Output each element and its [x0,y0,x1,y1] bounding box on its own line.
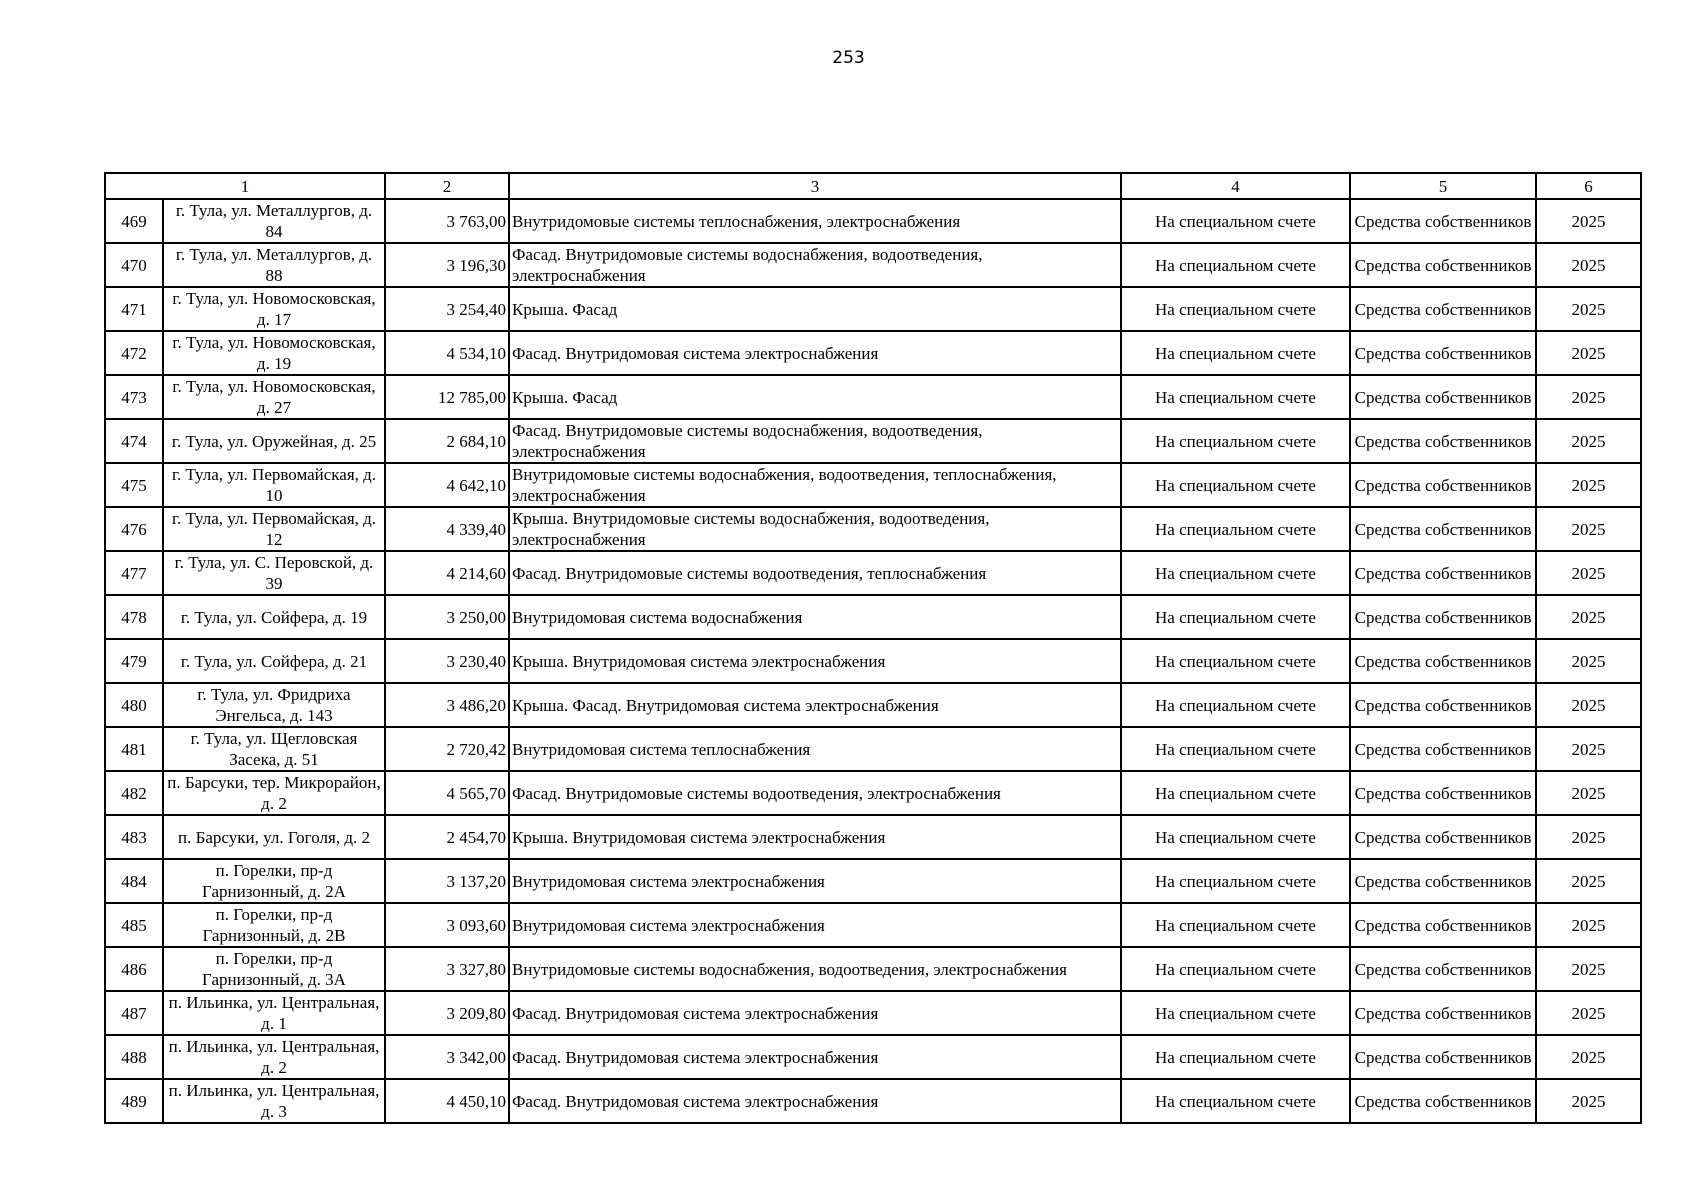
table-row [105,287,1641,331]
address-cell: г. Тула, ул. Первомайская, д. 10 [163,463,385,507]
funding-method-cell: На специальном счете [1121,991,1350,1035]
year-cell: 2025 [1536,243,1641,287]
funding-source-cell: Средства собственников [1350,463,1536,507]
works-cell: Фасад. Внутридомовая система электроснабжения [509,1035,1121,1079]
cost-cell: 3 254,40 [385,287,509,331]
year-cell: 2025 [1536,375,1641,419]
table-row [105,1035,1641,1079]
row-number: 481 [105,727,163,771]
year-cell: 2025 [1536,199,1641,243]
works-cell: Фасад. Внутридомовые системы водоотведения, электроснабжения [509,771,1121,815]
works-cell: Фасад. Внутридомовая система электроснабжения [509,991,1121,1035]
cost-cell: 3 137,20 [385,859,509,903]
funding-source-cell: Средства собственников [1350,1035,1536,1079]
table-header [105,173,1641,199]
funding-source-cell: Средства собственников [1350,947,1536,991]
cost-cell: 3 327,80 [385,947,509,991]
year-cell: 2025 [1536,991,1641,1035]
cost-cell: 2 684,10 [385,419,509,463]
works-cell: Фасад. Внутридомовая система электроснабжения [509,331,1121,375]
cost-cell: 3 230,40 [385,639,509,683]
cost-cell: 4 534,10 [385,331,509,375]
year-cell: 2025 [1536,463,1641,507]
table-row [105,815,1641,859]
header-col-6: 6 [1536,173,1641,199]
row-number: 487 [105,991,163,1035]
cost-cell: 3 763,00 [385,199,509,243]
funding-source-cell: Средства собственников [1350,1079,1536,1123]
header-col-3: 3 [509,173,1121,199]
funding-source-cell: Средства собственников [1350,595,1536,639]
cost-cell: 12 785,00 [385,375,509,419]
works-cell: Крыша. Фасад [509,287,1121,331]
header-row [105,173,1641,199]
address-cell: г. Тула, ул. Первомайская, д. 12 [163,507,385,551]
address-cell: г. Тула, ул. Фридриха Энгельса, д. 143 [163,683,385,727]
row-number: 477 [105,551,163,595]
cost-cell: 2 720,42 [385,727,509,771]
table-row [105,771,1641,815]
page-number: 253 [832,48,865,68]
funding-method-cell: На специальном счете [1121,507,1350,551]
works-cell: Внутридомовые системы теплоснабжения, электроснабжения [509,199,1121,243]
row-number: 474 [105,419,163,463]
works-cell: Внутридомовая система теплоснабжения [509,727,1121,771]
funding-source-cell: Средства собственников [1350,243,1536,287]
row-number: 489 [105,1079,163,1123]
table-row [105,1079,1641,1123]
cost-cell: 4 339,40 [385,507,509,551]
funding-method-cell: На специальном счете [1121,1035,1350,1079]
funding-source-cell: Средства собственников [1350,287,1536,331]
funding-method-cell: На специальном счете [1121,815,1350,859]
row-number: 488 [105,1035,163,1079]
funding-method-cell: На специальном счете [1121,199,1350,243]
funding-method-cell: На специальном счете [1121,375,1350,419]
works-cell: Внутридомовая система электроснабжения [509,903,1121,947]
row-number: 484 [105,859,163,903]
address-cell: п. Ильинка, ул. Центральная, д. 2 [163,1035,385,1079]
address-cell: г. Тула, ул. С. Перовской, д. 39 [163,551,385,595]
funding-method-cell: На специальном счете [1121,419,1350,463]
funding-source-cell: Средства собственников [1350,815,1536,859]
funding-source-cell: Средства собственников [1350,903,1536,947]
row-number: 470 [105,243,163,287]
row-number: 480 [105,683,163,727]
address-cell: г. Тула, ул. Новомосковская, д. 27 [163,375,385,419]
address-cell: п. Ильинка, ул. Центральная, д. 3 [163,1079,385,1123]
table-row [105,595,1641,639]
table-row [105,903,1641,947]
funding-method-cell: На специальном счете [1121,903,1350,947]
funding-method-cell: На специальном счете [1121,947,1350,991]
cost-cell: 4 565,70 [385,771,509,815]
row-number: 479 [105,639,163,683]
funding-source-cell: Средства собственников [1350,551,1536,595]
year-cell: 2025 [1536,1079,1641,1123]
funding-source-cell: Средства собственников [1350,683,1536,727]
works-cell: Фасад. Внутридомовые системы водоснабжения, водоотведения, электроснабжения [509,419,1121,463]
year-cell: 2025 [1536,815,1641,859]
funding-source-cell: Средства собственников [1350,331,1536,375]
row-number: 478 [105,595,163,639]
table-row [105,551,1641,595]
funding-method-cell: На специальном счете [1121,287,1350,331]
works-cell: Внутридомовая система электроснабжения [509,859,1121,903]
row-number: 469 [105,199,163,243]
works-cell: Фасад. Внутридомовая система электроснабжения [509,1079,1121,1123]
address-cell: п. Барсуки, ул. Гоголя, д. 2 [163,815,385,859]
funding-method-cell: На специальном счете [1121,595,1350,639]
table-row [105,375,1641,419]
funding-method-cell: На специальном счете [1121,331,1350,375]
year-cell: 2025 [1536,639,1641,683]
cost-cell: 4 214,60 [385,551,509,595]
year-cell: 2025 [1536,903,1641,947]
header-col-1: 1 [105,173,385,199]
funding-method-cell: На специальном счете [1121,683,1350,727]
address-cell: г. Тула, ул. Новомосковская, д. 17 [163,287,385,331]
year-cell: 2025 [1536,419,1641,463]
year-cell: 2025 [1536,507,1641,551]
row-number: 483 [105,815,163,859]
header-col-2: 2 [385,173,509,199]
row-number: 472 [105,331,163,375]
address-cell: г. Тула, ул. Металлургов, д. 84 [163,199,385,243]
cost-cell: 3 342,00 [385,1035,509,1079]
cost-cell: 3 093,60 [385,903,509,947]
works-cell: Внутридомовая система водоснабжения [509,595,1121,639]
funding-source-cell: Средства собственников [1350,859,1536,903]
row-number: 475 [105,463,163,507]
year-cell: 2025 [1536,947,1641,991]
address-cell: г. Тула, ул. Металлургов, д. 88 [163,243,385,287]
funding-method-cell: На специальном счете [1121,727,1350,771]
year-cell: 2025 [1536,331,1641,375]
cost-cell: 3 250,00 [385,595,509,639]
table-row [105,419,1641,463]
funding-source-cell: Средства собственников [1350,199,1536,243]
works-cell: Фасад. Внутридомовые системы водоотведения, теплоснабжения [509,551,1121,595]
funding-method-cell: На специальном счете [1121,1079,1350,1123]
table-row [105,331,1641,375]
address-cell: г. Тула, ул. Щегловская Засека, д. 51 [163,727,385,771]
funding-source-cell: Средства собственников [1350,507,1536,551]
address-cell: г. Тула, ул. Сойфера, д. 21 [163,639,385,683]
year-cell: 2025 [1536,551,1641,595]
cost-cell: 3 196,30 [385,243,509,287]
funding-method-cell: На специальном счете [1121,771,1350,815]
year-cell: 2025 [1536,595,1641,639]
header-col-5: 5 [1350,173,1536,199]
year-cell: 2025 [1536,287,1641,331]
address-cell: п. Горелки, пр-д Гарнизонный, д. 3А [163,947,385,991]
funding-source-cell: Средства собственников [1350,639,1536,683]
table-row [105,683,1641,727]
works-cell: Крыша. Внутридомовая система электроснабжения [509,815,1121,859]
table-row [105,507,1641,551]
funding-method-cell: На специальном счете [1121,639,1350,683]
row-number: 482 [105,771,163,815]
row-number: 476 [105,507,163,551]
address-cell: п. Барсуки, тер. Микрорайон, д. 2 [163,771,385,815]
header-col-4: 4 [1121,173,1350,199]
year-cell: 2025 [1536,771,1641,815]
table-row [105,199,1641,243]
table-row [105,947,1641,991]
year-cell: 2025 [1536,859,1641,903]
funding-method-cell: На специальном счете [1121,859,1350,903]
works-cell: Крыша. Фасад [509,375,1121,419]
address-cell: г. Тула, ул. Новомосковская, д. 19 [163,331,385,375]
works-cell: Крыша. Внутридомовые системы водоснабжения, водоотведения, электроснабжения [509,507,1121,551]
table-row [105,463,1641,507]
capital-repair-table [104,172,1642,1124]
address-cell: п. Ильинка, ул. Центральная, д. 1 [163,991,385,1035]
cost-cell: 3 486,20 [385,683,509,727]
table-row [105,991,1641,1035]
row-number: 473 [105,375,163,419]
cost-cell: 4 642,10 [385,463,509,507]
cost-cell: 3 209,80 [385,991,509,1035]
cost-cell: 2 454,70 [385,815,509,859]
funding-source-cell: Средства собственников [1350,419,1536,463]
table-body [105,199,1641,1123]
funding-source-cell: Средства собственников [1350,771,1536,815]
works-cell: Внутридомовые системы водоснабжения, водоотведения, теплоснабжения, электроснабжения [509,463,1121,507]
works-cell: Фасад. Внутридомовые системы водоснабжения, водоотведения, электроснабжения [509,243,1121,287]
year-cell: 2025 [1536,727,1641,771]
table-row [105,639,1641,683]
works-cell: Крыша. Внутридомовая система электроснабжения [509,639,1121,683]
works-cell: Внутридомовые системы водоснабжения, водоотведения, электроснабжения [509,947,1121,991]
address-cell: г. Тула, ул. Оружейная, д. 25 [163,419,385,463]
cost-cell: 4 450,10 [385,1079,509,1123]
funding-method-cell: На специальном счете [1121,551,1350,595]
row-number: 486 [105,947,163,991]
funding-source-cell: Средства собственников [1350,375,1536,419]
works-cell: Крыша. Фасад. Внутридомовая система электроснабжения [509,683,1121,727]
funding-method-cell: На специальном счете [1121,243,1350,287]
funding-source-cell: Средства собственников [1350,991,1536,1035]
row-number: 471 [105,287,163,331]
table-row [105,859,1641,903]
row-number: 485 [105,903,163,947]
address-cell: г. Тула, ул. Сойфера, д. 19 [163,595,385,639]
address-cell: п. Горелки, пр-д Гарнизонный, д. 2В [163,903,385,947]
funding-source-cell: Средства собственников [1350,727,1536,771]
year-cell: 2025 [1536,1035,1641,1079]
year-cell: 2025 [1536,683,1641,727]
table-row [105,243,1641,287]
table-row [105,727,1641,771]
funding-method-cell: На специальном счете [1121,463,1350,507]
address-cell: п. Горелки, пр-д Гарнизонный, д. 2А [163,859,385,903]
